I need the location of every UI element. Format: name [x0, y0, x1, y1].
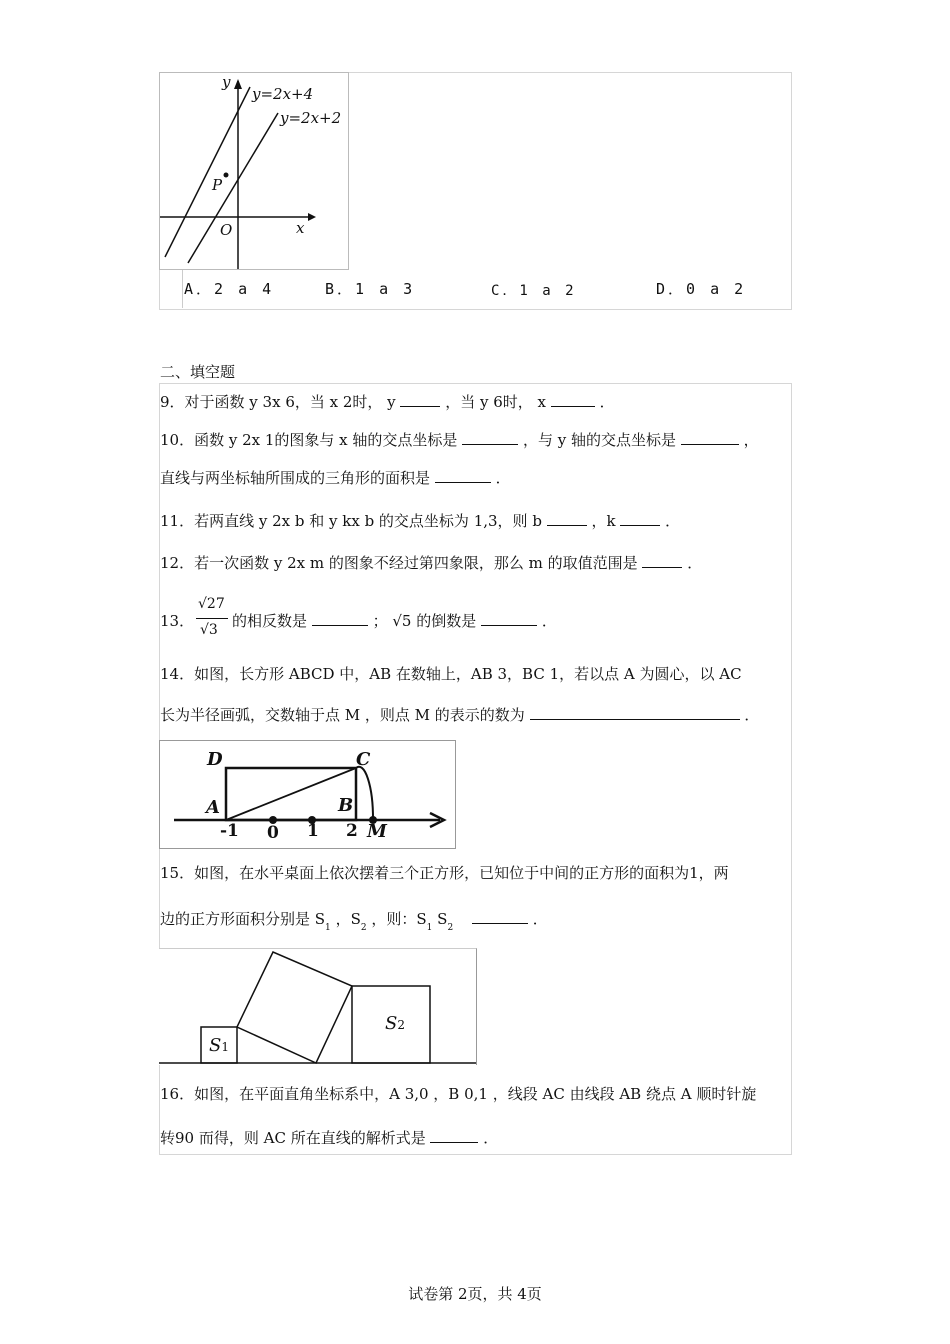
question-14-line2: [160, 705, 759, 725]
q13-text-d: ．: [541, 612, 557, 630]
label-d: D: [207, 749, 223, 770]
q9-blank-x: [551, 392, 595, 407]
q13-text-a: 的相反数是: [232, 612, 308, 630]
question-10-line2: [160, 468, 511, 488]
q11-text-b: ，k: [591, 512, 616, 530]
q8-option-d: D．0 a 2: [656, 280, 747, 298]
line2-label: y=2x+2: [280, 109, 342, 127]
tick-0: 0: [267, 823, 279, 843]
q10-blank-y-intercept: [681, 430, 739, 445]
q15-text-e: S: [437, 910, 448, 928]
s2-label: S2: [385, 1013, 405, 1034]
q10-blank-x-intercept: [462, 430, 518, 445]
q15-s2-sub-2: 2: [447, 923, 454, 933]
question-15-line2: [160, 909, 548, 932]
q9-blank-y: [400, 392, 440, 407]
question-9: [160, 392, 615, 412]
q13-sqrt5: √5: [392, 612, 412, 630]
q8-option-c: C．1 a 2: [491, 283, 577, 299]
q14-blank: [530, 705, 740, 720]
s1-label: S1: [209, 1035, 229, 1056]
q10-text-c: ，: [743, 431, 759, 449]
q8-option-a: A．2 a 4: [184, 280, 275, 298]
q13-number: 13．: [160, 612, 195, 630]
q8-option-b: B．1 a 3: [325, 280, 416, 298]
q16-text-c: ．: [483, 1129, 499, 1147]
q15-text-d: ，则：S: [371, 910, 427, 928]
q13-text-c: 的倒数是: [416, 612, 477, 630]
tick-2: 2: [346, 821, 358, 841]
label-c: C: [356, 749, 371, 770]
q10-text-e: ．: [495, 469, 511, 487]
q12-text-a: 12．若一次函数 y 2x m 的图象不经过第四象限，那么 m 的取值范围是: [160, 554, 638, 572]
q10-blank-area: [435, 468, 491, 483]
q8-options-divider: [182, 270, 183, 308]
q13-numerator: √27: [198, 596, 225, 612]
q10-text-b: ，与 y 轴的交点坐标是: [522, 431, 676, 449]
q12-text-b: ．: [687, 554, 703, 572]
q12-blank: [642, 553, 682, 568]
q15-text-f: ．: [532, 910, 548, 928]
tick-1: 1: [307, 821, 319, 841]
x-axis-label: x: [296, 219, 305, 237]
y-axis-label: y: [222, 73, 231, 91]
section-title: 二、填空题: [160, 363, 236, 381]
q11-text-a: 11．若两直线 y 2x b 和 y kx b 的交点坐标为 1,3，则 b: [160, 512, 542, 530]
q15-figure: [159, 948, 477, 1065]
q10-text-d: 直线与两坐标轴所围成的三角形的面积是: [160, 469, 431, 487]
q15-s1-sub-2: 1: [426, 923, 433, 933]
q14-figure: [159, 740, 456, 849]
q13-blank-reciprocal: [481, 611, 537, 626]
line1-label: y=2x+4: [252, 85, 314, 103]
label-m: M: [367, 821, 387, 842]
origin-label: O: [220, 221, 233, 239]
q14-text-b: 长为半径画弧，交数轴于点 M ，则点 M 的表示的数为: [160, 706, 525, 724]
q15-s1-sub: 1: [325, 923, 331, 933]
q11-blank-k: [620, 511, 660, 526]
q13-fraction-bar: [196, 618, 228, 619]
q15-text-b: 边的正方形面积分别是 S: [160, 910, 326, 928]
q13-text-b: ；: [372, 612, 388, 630]
question-12: [160, 553, 702, 573]
q15-blank: [472, 909, 528, 924]
point-p-label: P: [212, 176, 223, 194]
q9-end: ．: [599, 393, 615, 411]
q15-s2-sub: 2: [360, 923, 367, 933]
q11-text-c: ．: [665, 512, 681, 530]
q16-blank: [430, 1128, 478, 1143]
q11-blank-b: [547, 511, 587, 526]
question-16-line2: [160, 1128, 498, 1148]
q9-prefix: 9．对于函数 y 3x 6，当 x 2时， y: [160, 393, 396, 411]
question-16-line1: 16．如图，在平面直角坐标系中，A 3,0 ，B 0,1 ，线段 AC 由线段 AB 绕点 A 顺时针旋: [160, 1085, 757, 1103]
tick-neg1: -1: [220, 821, 239, 841]
question-14-line1: 14．如图，长方形 ABCD 中，AB 在数轴上，AB 3，BC 1，若以点 A 为圆心，以 AC: [160, 665, 742, 683]
page-footer: 试卷第 2页，共 4页: [408, 1285, 542, 1303]
q9-mid: ，当 y 6时， x: [445, 393, 547, 411]
q8-graph: [159, 72, 349, 270]
q13-blank-opposite: [312, 611, 368, 626]
label-a: A: [206, 797, 220, 818]
question-11: [160, 511, 680, 531]
question-10-line1: [160, 430, 759, 450]
question-15-line1: 15．如图，在水平桌面上依次摆着三个正方形，已知位于中间的正方形的面积为1，两: [160, 864, 729, 882]
q14-text-c: ．: [744, 706, 760, 724]
q15-text-c: ，S: [335, 910, 361, 928]
label-b: B: [338, 795, 354, 816]
q13-denominator: √3: [200, 622, 218, 638]
q16-text-b: 转90 而得，则 AC 所在直线的解析式是: [160, 1129, 426, 1147]
q10-text-a: 10．函数 y 2x 1的图象与 x 轴的交点坐标是: [160, 431, 458, 449]
